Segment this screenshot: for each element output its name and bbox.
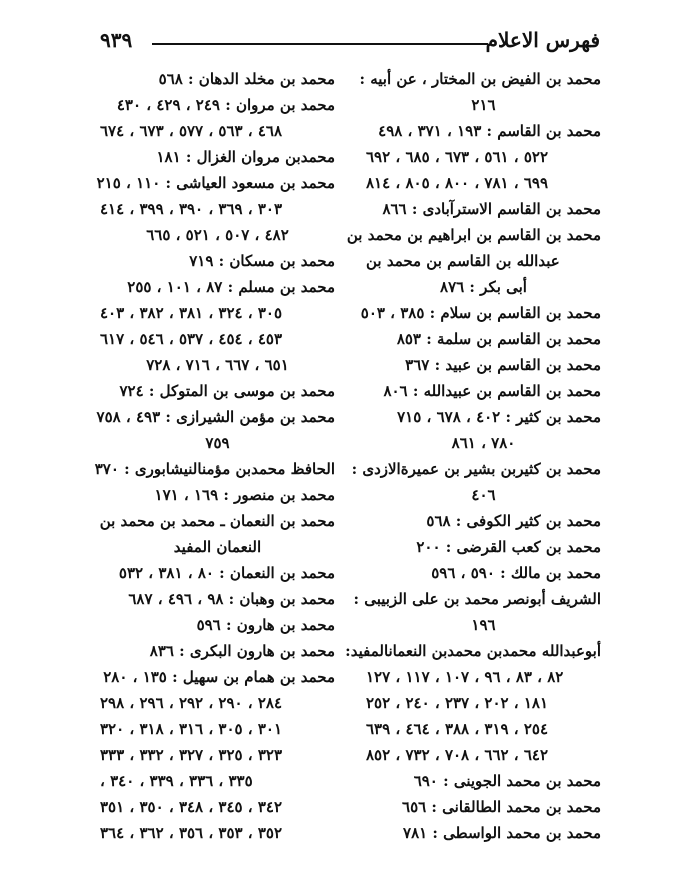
- index-line: ٦٩٩ ، ٧٨١ ، ٨٠٠ ، ٨٠٥ ، ٨١٤: [366, 174, 549, 192]
- index-line: ٧٥٩: [205, 434, 230, 452]
- index-line: محمد بن محمد الواسطى : ٧٨١: [403, 824, 601, 842]
- running-title: فهرس الاعلام: [485, 28, 600, 52]
- index-line: محمدبن مروان الغزال : ١٨١: [156, 148, 335, 166]
- index-line: محمد بن مسكان : ٧١٩: [189, 252, 335, 270]
- index-line: محمد بن هارون : ٥٩٦: [196, 616, 335, 634]
- index-line: ٤٦٨ ، ٥٦٣ ، ٥٧٧ ، ٦٧٣ ، ٦٧٤: [100, 122, 283, 140]
- index-line: محمد بن هارون البكرى : ٨٣٦: [149, 642, 335, 660]
- index-line: ٣٠٥ ، ٣٢٤ ، ٣٨١ ، ٣٨٢ ، ٤٠٣: [100, 304, 283, 322]
- index-line: ٣٥٢ ، ٣٥٣ ، ٣٥٦ ، ٣٦٢ ، ٣٦٤: [100, 824, 283, 842]
- index-line: ٣٣٥ ، ٣٣٦ ، ٣٣٩ ، ٣٤٠ ،: [100, 772, 253, 790]
- index-line: محمد بن وهبان : ٩٨ ، ٤٩٦ ، ٦٨٧: [128, 590, 335, 608]
- index-line: ٤٠٦: [471, 486, 496, 504]
- page-header: [100, 28, 600, 58]
- index-line: محمد بن كعب القرضى : ٢٠٠: [416, 538, 601, 556]
- index-line: أبوعبدالله محمدبن محمدبن النعمانالمفيد:: [345, 642, 601, 660]
- index-line: محمد بن القاسم بن سلمة : ٨٥٣: [396, 330, 601, 348]
- index-line: محمد بن مروان : ٢٤٩ ، ٤٢٩ ، ٤٣٠: [116, 96, 335, 114]
- index-line: محمد بن القاسم بن عبيدالله : ٨٠٦: [383, 382, 601, 400]
- index-line: محمد بن مخلد الدهان : ٥٦٨: [158, 70, 335, 88]
- index-line: محمد بن كثير الكوفى : ٥٦٨: [426, 512, 601, 530]
- index-line: ٨٢ ، ٨٣ ، ٩٦ ، ١٠٧ ، ١١٧ ، ١٢٧: [366, 668, 564, 686]
- index-line: محمد بن القاسم الاسترآبادى : ٨٦٦: [382, 200, 601, 218]
- index-line: محمد بن همام بن سهيل : ١٣٥ ، ٢٨٠: [103, 668, 335, 686]
- index-line: محمد بن القاسم : ١٩٣ ، ٣٧١ ، ٤٩٨: [378, 122, 601, 140]
- index-line: ٧٨٠ ، ٨٦١: [451, 434, 516, 452]
- index-line: ٣٠٣ ، ٣٦٩ ، ٣٩٠ ، ٣٩٩ ، ٤١٤: [100, 200, 283, 218]
- index-line: ٦٤٢ ، ٦٦٢ ، ٧٠٨ ، ٧٣٢ ، ٨٥٢: [366, 746, 549, 764]
- index-line: أبى بكر : ٨٧٦: [440, 278, 527, 296]
- page-number: ٩٣٩: [100, 28, 133, 52]
- index-line: محمد بن النعمان ـ محمد بن محمد بن: [99, 512, 335, 530]
- index-line: ٣٢٣ ، ٣٢٥ ، ٣٢٧ ، ٣٣٢ ، ٣٣٣: [100, 746, 283, 764]
- index-line: عبدالله بن القاسم بن محمد بن: [366, 252, 560, 270]
- index-line: محمد بن القاسم بن سلام : ٣٨٥ ، ٥٠٣: [360, 304, 601, 322]
- index-line: محمد بن مؤمن الشيرازى : ٤٩٣ ، ٧٥٨: [96, 408, 335, 426]
- index-line: محمد بن محمد الطالقانى : ٦٥٦: [402, 798, 601, 816]
- index-line: ٤٥٣ ، ٤٥٤ ، ٥٣٧ ، ٥٤٦ ، ٦١٧: [100, 330, 283, 348]
- index-line: ١٩٦: [471, 616, 496, 634]
- index-line: ٤٨٢ ، ٥٠٧ ، ٥٢١ ، ٦٦٥: [146, 226, 289, 244]
- index-line: محمد بن محمد الجوينى : ٦٩٠: [413, 772, 601, 790]
- index-line: ٣٤٢ ، ٣٤٥ ، ٣٤٨ ، ٣٥٠ ، ٣٥١: [100, 798, 283, 816]
- index-line: محمد بن كثير : ٤٠٢ ، ٦٧٨ ، ٧١٥: [397, 408, 601, 426]
- header-rule: [152, 43, 488, 45]
- index-line: محمد بن مالك : ٥٩٠ ، ٥٩٦: [431, 564, 601, 582]
- index-line: الشريف أبونصر محمد بن على الزبيبى :: [353, 590, 601, 608]
- index-line: ٣٠١ ، ٣٠٥ ، ٣١٦ ، ٣١٨ ، ٣٢٠: [100, 720, 283, 738]
- index-line: محمد بن الفيض بن المختار ، عن أبيه :: [359, 70, 601, 88]
- index-line: ١٨١ ، ٢٠٢ ، ٢٣٧ ، ٢٤٠ ، ٢٥٢: [366, 694, 549, 712]
- index-line: ٢٥٤ ، ٣١٩ ، ٣٨٨ ، ٤٦٤ ، ٦٣٩: [366, 720, 549, 738]
- index-line: النعمان المفيد: [173, 538, 262, 556]
- index-line: ٢٨٤ ، ٢٩٠ ، ٢٩٢ ، ٢٩٦ ، ٢٩٨: [100, 694, 283, 712]
- index-line: محمد بن منصور : ١٦٩ ، ١٧١: [154, 486, 335, 504]
- index-line: محمد بن مسلم : ٨٧ ، ١٠١ ، ٢٥٥: [127, 278, 335, 296]
- index-line: محمد بن النعمان : ٨٠ ، ٣٨١ ، ٥٣٢: [118, 564, 335, 582]
- index-line: ٥٢٢ ، ٥٦١ ، ٦٧٣ ، ٦٨٥ ، ٦٩٢: [366, 148, 549, 166]
- index-line: محمد بن القاسم بن ابراهيم بن محمد بن: [346, 226, 601, 244]
- index-line: محمد بن القاسم بن عبيد : ٣٦٧: [405, 356, 601, 374]
- right-column: [345, 66, 601, 846]
- index-line: محمد بن كثيربن بشير بن عميرةالازدى :: [351, 460, 601, 478]
- index-line: ٦٥١ ، ٦٦٧ ، ٧١٦ ، ٧٢٨: [146, 356, 289, 374]
- index-line: محمد بن مسعود العياشى : ١١٠ ، ٢١٥: [96, 174, 335, 192]
- index-line: ٢١٦: [471, 96, 496, 114]
- index-line: محمد بن موسى بن المتوكل : ٧٢٤: [119, 382, 335, 400]
- left-column: [94, 66, 335, 846]
- index-line: الحافظ محمدبن مؤمنالنيشابورى : ٣٧٠: [94, 460, 335, 478]
